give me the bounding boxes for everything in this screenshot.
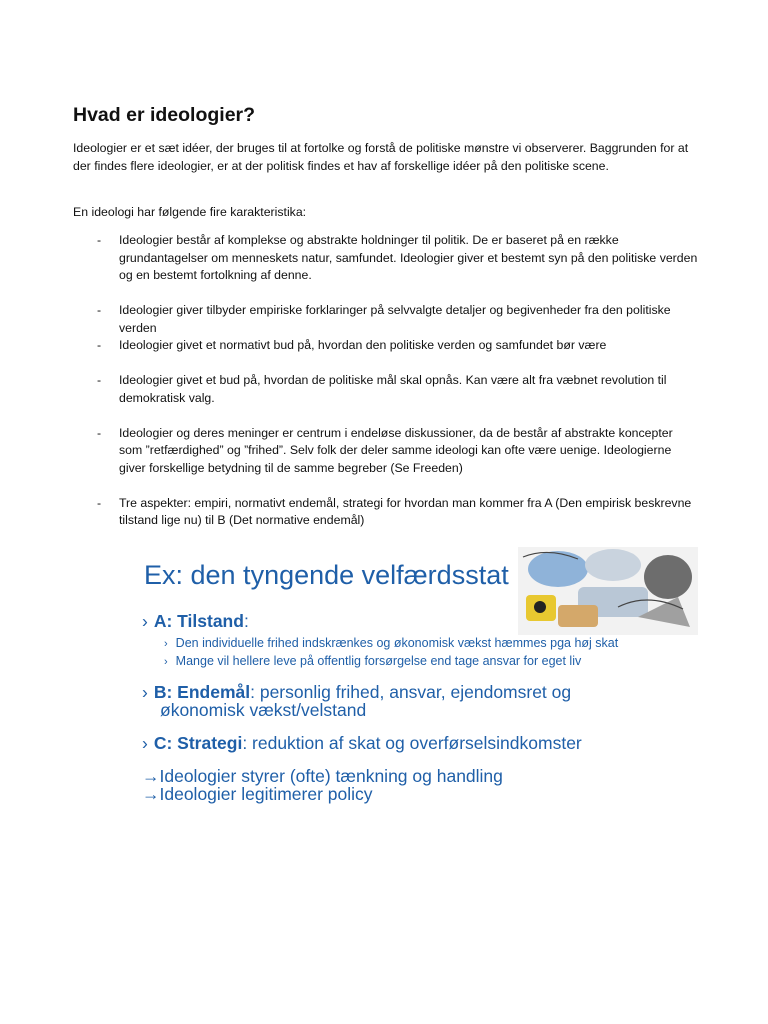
list-item-text: Ideologier givet et bud på, hvordan de politiske mål skal opnås. Kan være alt fra væbnet revolution til demokratisk valg. bbox=[119, 373, 667, 405]
bullet-dash: - bbox=[97, 233, 102, 247]
list-item-text: Tre aspekter: empiri, normativt endemål, strategi for hvordan man kommer fra A (Den empirisk beskrevne tilstand lige nu) til B (Det normative endemål) bbox=[119, 495, 692, 527]
bullet-dash: - bbox=[97, 425, 102, 440]
list-item bbox=[73, 337, 698, 355]
slide-conclusion: →Ideologier legitimerer policy bbox=[142, 784, 373, 804]
characteristics-list bbox=[73, 232, 698, 530]
slide-caret: › bbox=[142, 611, 148, 631]
list-item-text: Ideologier og deres meninger er centrum i endeløse diskussioner, da de består af abstrakte koncepter som ”retfærdighed” og ”frihed”. Selv folk der deler samme ideologi kan ofte være uenige. Ideologierne giver forskellige betydning til de samme begreber (Se Freeden) bbox=[119, 425, 673, 475]
slide-point-c-rest: : reduktion af skat og overførselsindkomster bbox=[242, 733, 582, 753]
bullet-dash: - bbox=[97, 373, 102, 387]
list-item bbox=[73, 495, 698, 530]
list-item bbox=[73, 232, 698, 285]
list-item bbox=[73, 425, 698, 478]
slide-point-c bbox=[142, 733, 582, 754]
intro-paragraph: Ideologier er et sæt idéer, der bruges til at fortolke og forstå de politiske mønstre vi observerer. Baggrunden for at der findes flere ideologier, er at der politisk findes et hav af forskellige idéer på den politiske scene. bbox=[73, 141, 689, 173]
slide-point-b-continuation: økonomisk vækst/velstand bbox=[160, 700, 367, 720]
slide-sub-caret: › bbox=[164, 656, 168, 668]
cartoon-illustration bbox=[518, 547, 698, 635]
slide-point-c-label: C: Strategi bbox=[153, 733, 243, 753]
slide-conclusion: →Ideologier styrer (ofte) tænkning og handling bbox=[142, 766, 503, 786]
slide-subpoint bbox=[164, 636, 618, 650]
slide-subpoint-text: Mange vil hellere leve på offentlig forsørgelse end tage ansvar for eget liv bbox=[175, 654, 582, 668]
lead-paragraph: En ideologi har følgende fire karakteristika: bbox=[73, 205, 307, 219]
slide-point-b-label: B: Endemål bbox=[153, 682, 251, 702]
slide-point-a-label: A: Tilstand bbox=[153, 611, 244, 631]
embedded-slide-image bbox=[130, 545, 700, 815]
list-item-text: Ideologier givet et normativt bud på, hvordan den politiske verden og samfundet bør være bbox=[119, 338, 607, 352]
list-item-text: Ideologier består af komplekse og abstrakte holdninger til politik. De er baseret på en række grundantagelser om menneskets natur, samfundet. Ideologier giver et bestemt syn på den politiske verden og en bestemt fortolkning af denne. bbox=[119, 233, 698, 282]
slide-subpoint bbox=[164, 654, 581, 668]
slide-sub-caret: › bbox=[164, 638, 168, 650]
slide-title: Ex: den tyngende velfærdsstat bbox=[144, 560, 509, 590]
bullet-dash: - bbox=[97, 303, 102, 317]
list-item-text: Ideologier giver tilbyder empiriske forklaringer på selvvalgte detaljer og begivenheder fra den politiske verden bbox=[119, 303, 671, 335]
slide-caret: › bbox=[142, 682, 148, 702]
bullet-dash: - bbox=[97, 495, 102, 510]
slide-caret: › bbox=[142, 733, 148, 753]
list-item bbox=[73, 302, 698, 337]
bullet-dash: - bbox=[97, 338, 102, 352]
page-title: Hvad er ideologier? bbox=[73, 104, 256, 126]
slide-subpoint-text: Den individuelle frihed indskrænkes og økonomisk vækst hæmmes pga høj skat bbox=[175, 636, 619, 650]
slide-point-a-rest: : bbox=[243, 611, 249, 631]
slide-point-b-rest: : personlig frihed, ansvar, ejendomsret og bbox=[250, 682, 572, 702]
list-item bbox=[73, 372, 698, 407]
slide-point-a bbox=[142, 611, 249, 632]
